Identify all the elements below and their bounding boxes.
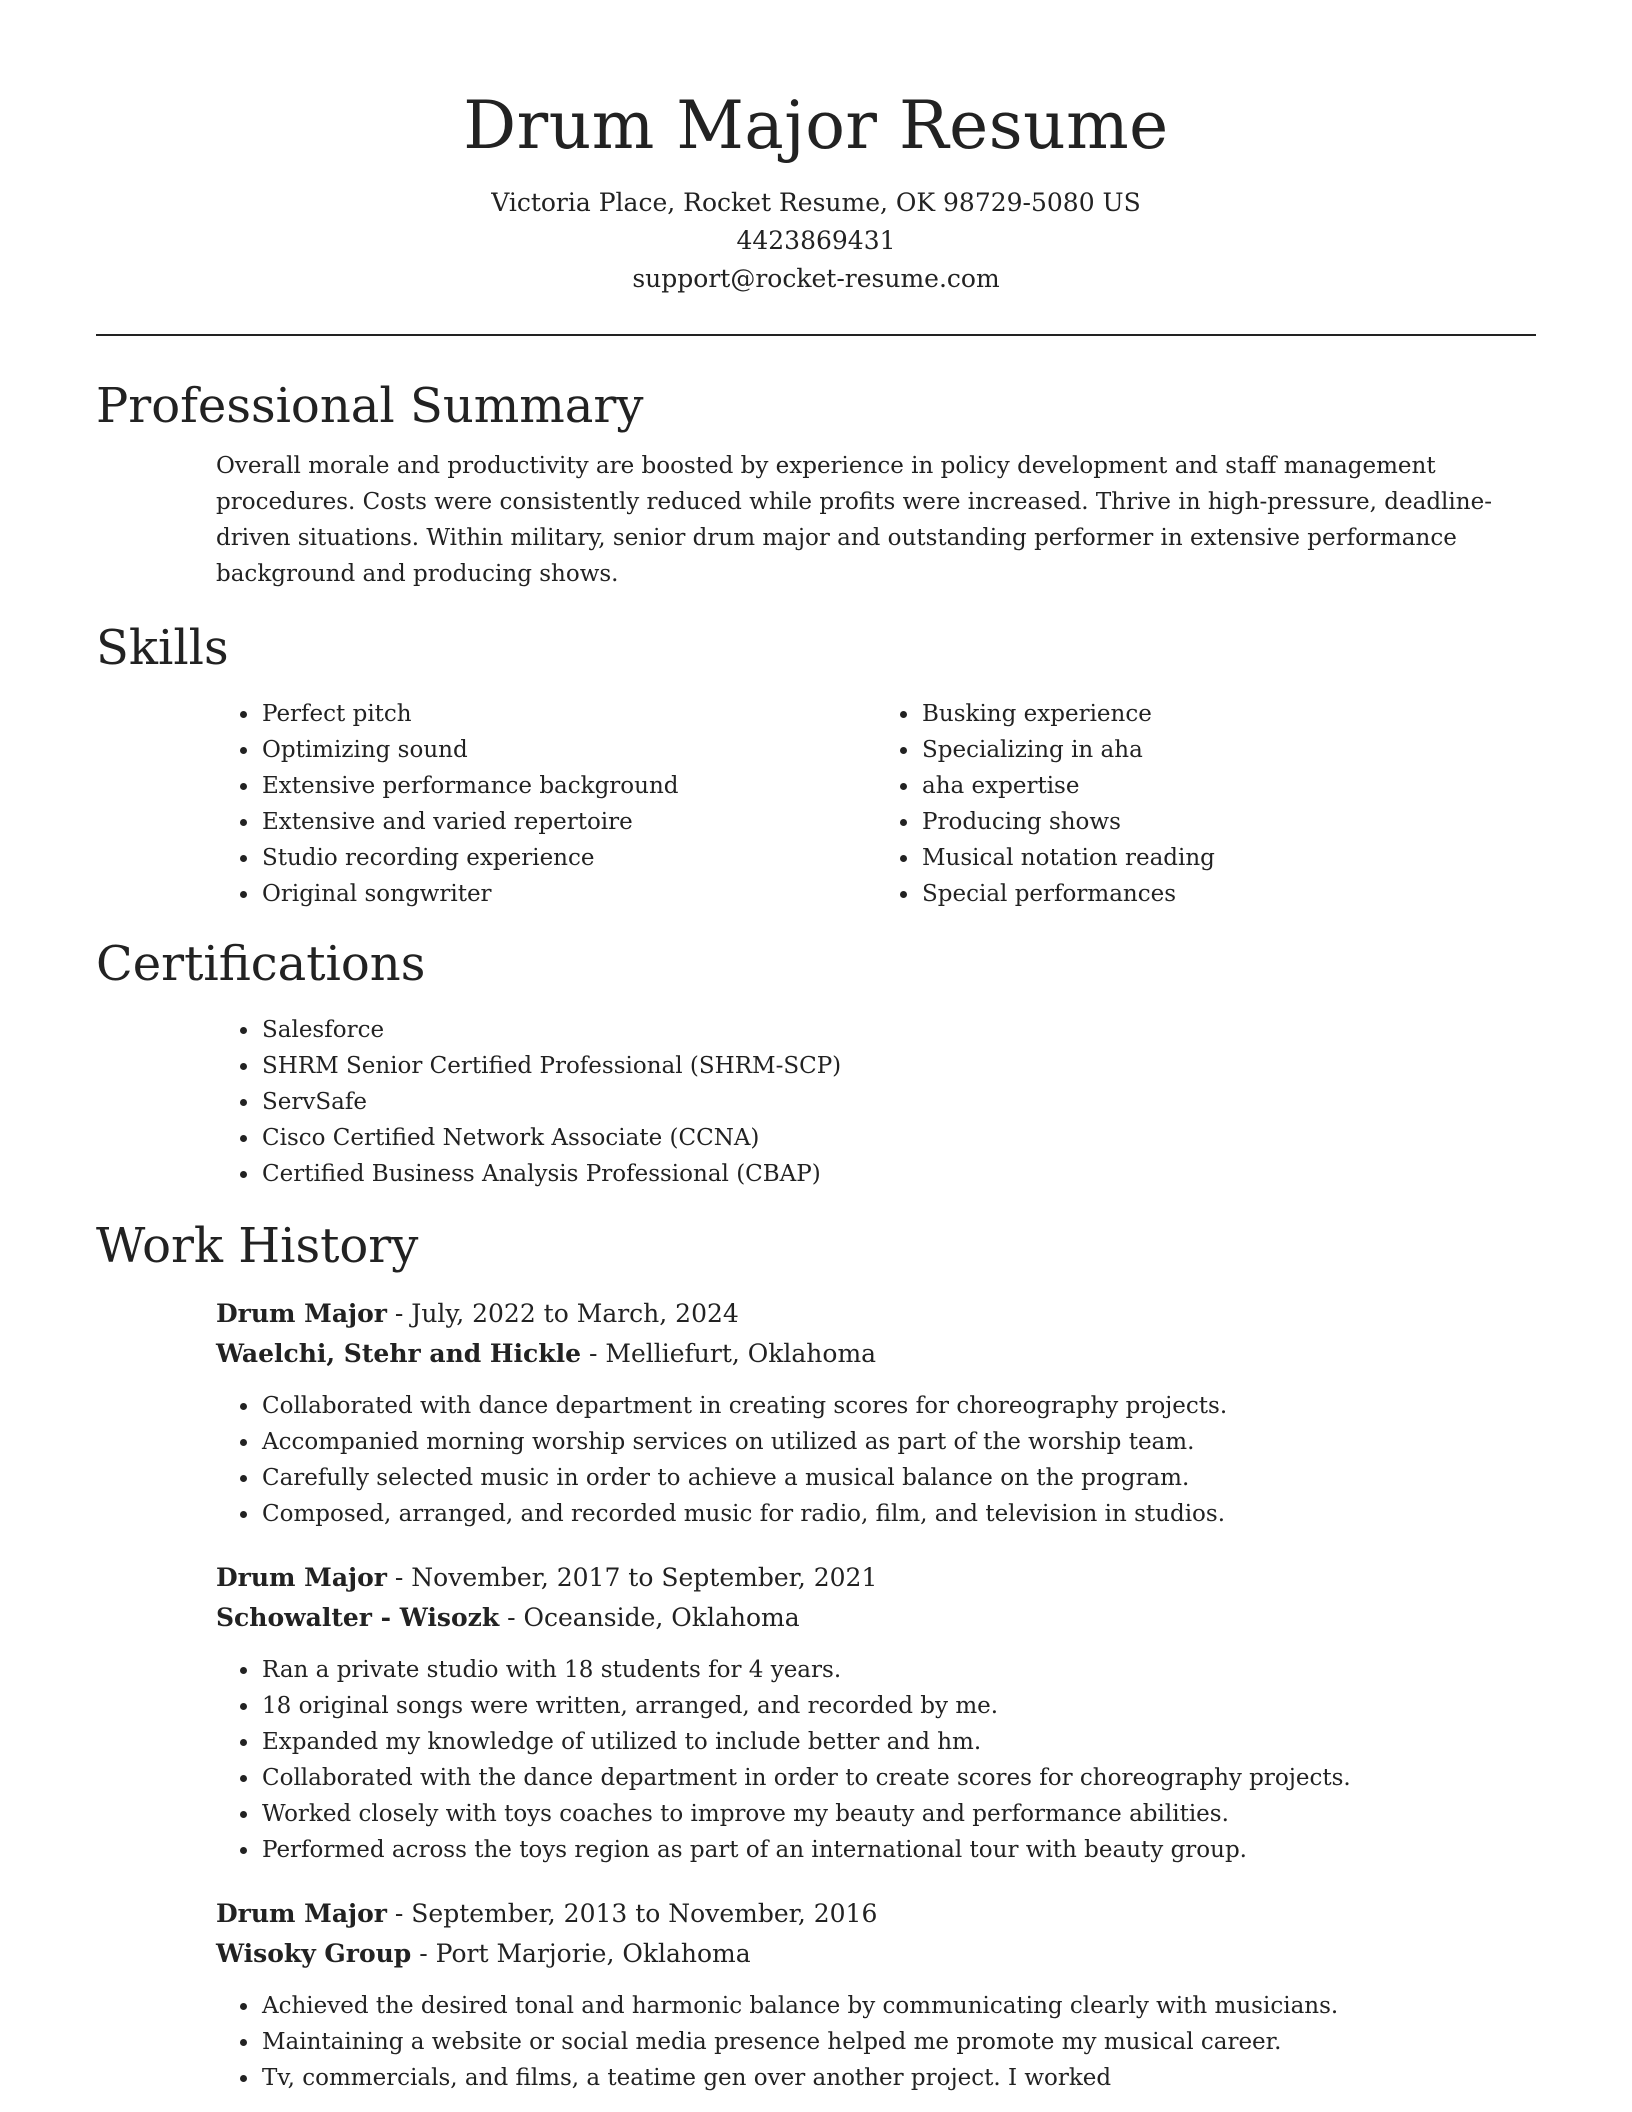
list-item: • Musical notation reading <box>920 840 1536 876</box>
job-bullets <box>216 1388 1536 1532</box>
job-location: - Melliefurt, Oklahoma <box>581 1339 877 1368</box>
job-title: Drum Major <box>216 1563 387 1592</box>
job-company: Waelchi, Stehr and Hickle <box>216 1339 581 1368</box>
list-item: • Expanded my knowledge of utilized to include better and hm. <box>260 1724 1536 1760</box>
summary-heading: Professional Summary <box>96 378 644 434</box>
job-bullets <box>216 1652 1536 1868</box>
list-item: • Studio recording experience <box>260 840 876 876</box>
job-title: Drum Major <box>216 1899 387 1928</box>
work-history-heading: Work History <box>96 1218 419 1274</box>
job-company-line <box>216 1334 1536 1374</box>
resume-title: Drum Major Resume <box>463 87 1169 164</box>
address: Victoria Place, Rocket Resume, OK 98729-5080 US <box>491 188 1141 217</box>
summary-text: Overall morale and productivity are boosted by experience in policy development and staff management procedures. Costs were consistently reduced while profits were increased. Thrive in high-pressure, deadline-driven situations. Within military, senior drum major and outstanding performer in extensive performance background and producing shows. <box>216 453 1492 587</box>
job-entry <box>216 1894 1536 2096</box>
job-location: - Oceanside, Oklahoma <box>499 1603 800 1632</box>
list-item: • aha expertise <box>920 768 1536 804</box>
list-item: • Worked closely with toys coaches to improve my beauty and performance abilities. <box>260 1796 1536 1832</box>
resume-page <box>96 0 1536 2096</box>
list-item: • Busking experience <box>920 696 1536 732</box>
list-item: • Tv, commercials, and films, a teatime gen over another project. I worked <box>260 2060 1536 2096</box>
list-item: • Original songwriter <box>260 876 876 912</box>
list-item: • Extensive and varied repertoire <box>260 804 876 840</box>
job-title: Drum Major <box>216 1299 387 1328</box>
list-item: • Optimizing sound <box>260 732 876 768</box>
phone: 4423869431 <box>736 226 896 255</box>
job-company-line <box>216 1934 1536 1974</box>
list-item: • Achieved the desired tonal and harmonic balance by communicating clearly with musicians. <box>260 1988 1536 2024</box>
job-company: Wisoky Group <box>216 1939 412 1968</box>
job-title-line <box>216 1558 1536 1598</box>
list-item: • Salesforce <box>260 1012 1536 1048</box>
list-item: • Collaborated with the dance department in order to create scores for choreography projects. <box>260 1760 1536 1796</box>
job-dates: - July, 2022 to March, 2024 <box>386 1299 739 1328</box>
list-item: • Producing shows <box>920 804 1536 840</box>
list-item: • Maintaining a website or social media presence helped me promote my musical career. <box>260 2024 1536 2060</box>
list-item: • ServSafe <box>260 1084 1536 1120</box>
list-item: • Special performances <box>920 876 1536 912</box>
skills-list-left <box>216 696 876 912</box>
job-location: - Port Marjorie, Oklahoma <box>411 1939 751 1968</box>
job-title-line <box>216 1894 1536 1934</box>
certifications-list <box>216 1012 1536 1192</box>
list-item: • Collaborated with dance department in creating scores for choreography projects. <box>260 1388 1536 1424</box>
email: support@rocket-resume.com <box>632 264 1000 293</box>
list-item: • Cisco Certified Network Associate (CCNA) <box>260 1120 1536 1156</box>
list-item: • Performed across the toys region as part of an international tour with beauty group. <box>260 1832 1536 1868</box>
list-item: • Ran a private studio with 18 students for 4 years. <box>260 1652 1536 1688</box>
job-entry <box>216 1294 1536 1532</box>
job-company-line <box>216 1598 1536 1638</box>
list-item: • Carefully selected music in order to achieve a musical balance on the program. <box>260 1460 1536 1496</box>
list-item: • 18 original songs were written, arranged, and recorded by me. <box>260 1688 1536 1724</box>
header-divider <box>96 334 1536 336</box>
list-item: • Certified Business Analysis Professional (CBAP) <box>260 1156 1536 1192</box>
list-item: • Specializing in aha <box>920 732 1536 768</box>
list-item: • Accompanied morning worship services on utilized as part of the worship team. <box>260 1424 1536 1460</box>
certifications-heading: Certifications <box>96 936 426 992</box>
skills-heading: Skills <box>96 620 229 676</box>
list-item: • Composed, arranged, and recorded music for radio, film, and television in studios. <box>260 1496 1536 1532</box>
skills-list-right <box>876 696 1536 912</box>
list-item: • SHRM Senior Certified Professional (SHRM-SCP) <box>260 1048 1536 1084</box>
list-item: • Extensive performance background <box>260 768 876 804</box>
skills-columns <box>216 696 1536 912</box>
contact-block <box>96 184 1536 298</box>
job-dates: - November, 2017 to September, 2021 <box>386 1563 878 1592</box>
job-title-line <box>216 1294 1536 1334</box>
job-dates: - September, 2013 to November, 2016 <box>386 1899 878 1928</box>
job-company: Schowalter - Wisozk <box>216 1603 500 1632</box>
job-bullets <box>216 1988 1536 2096</box>
job-entry <box>216 1558 1536 1868</box>
list-item: • Perfect pitch <box>260 696 876 732</box>
